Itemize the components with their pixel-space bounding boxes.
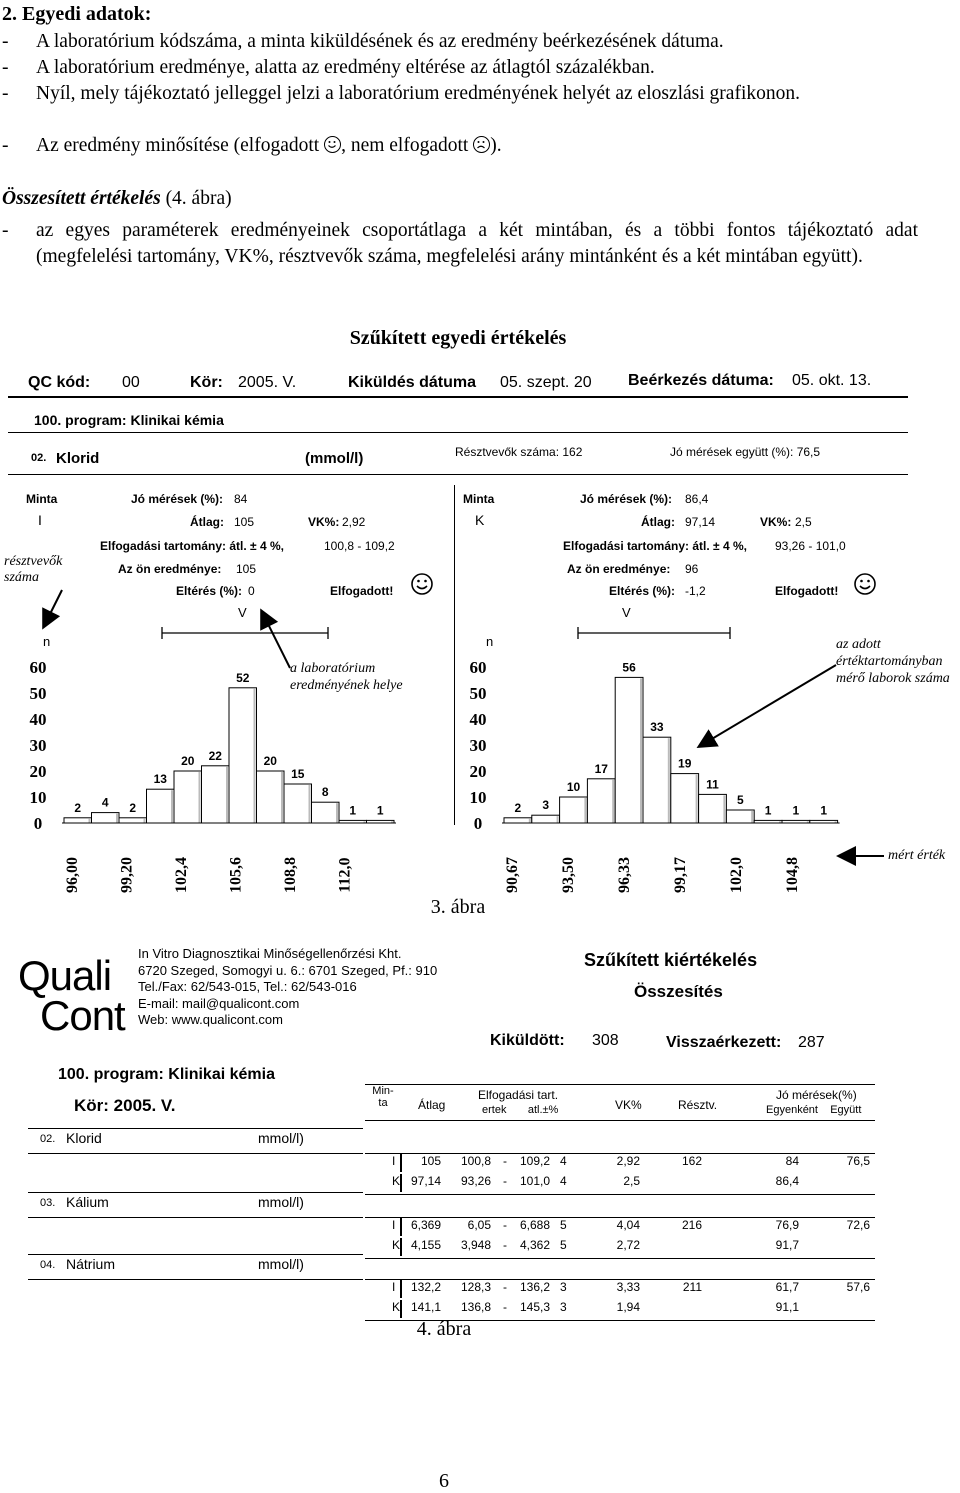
- bar-data-label: 1: [764, 803, 772, 818]
- cell-vk: 2,72: [616, 1238, 640, 1252]
- cell-range-low: 128,3: [460, 1280, 491, 1294]
- bar-shade: [336, 803, 338, 823]
- analyte-code: 04.: [40, 1259, 56, 1271]
- bar-data-label: 19: [678, 756, 692, 771]
- bar-data-label: 15: [291, 767, 305, 781]
- bar-data-label: 33: [650, 720, 664, 735]
- histogram-bar: [64, 818, 92, 823]
- row-minta: K: [392, 1300, 401, 1314]
- v-label: V: [622, 605, 631, 620]
- cell-good-both: 57,6: [846, 1280, 870, 1294]
- figure-caption: 4. ábra: [416, 1318, 472, 1340]
- kikuldott-label: Kiküldött:: [490, 1032, 565, 1049]
- report-title: Szűkített kiértékelés: [584, 950, 758, 970]
- y-tick-label: 0: [473, 814, 483, 833]
- summary-text: - az egyes paraméterek eredményeinek csoportátlaga a két mintában, és a többi fontos tájékoztató adat (megfelelési tartomány, VK%, résztvevők száma, megfelelési arány mintánként és a két mintában együtt).: [2, 220, 918, 267]
- histogram-bar: [532, 815, 560, 823]
- bar-shade: [612, 780, 614, 823]
- analyte-name: Klorid: [66, 1130, 102, 1146]
- x-tick-label: 102,4: [173, 857, 190, 893]
- cell-range-high: 6,688: [519, 1218, 550, 1232]
- histogram-bar: [504, 818, 532, 823]
- org-info: In Vitro Diagnosztikai Minőségellenőrzési Kht. 6720 Szeged, Somogyi u. 6.: 6701 Szeged, Pf.: 910 Tel./Fax: 62/543-015, Tel.: 62/543-016 E-mail: mail@qualicont.com Web: www.qualicont.com: [138, 946, 438, 1027]
- kikuldes-value: 05. szept. 20: [500, 374, 592, 391]
- histogram-sample-i: [30, 658, 397, 893]
- kor-label: Kör:: [190, 374, 223, 391]
- page-number: 6: [439, 1470, 449, 1492]
- y-tick-label: 30: [469, 736, 487, 755]
- cell-atlag: 105: [420, 1154, 441, 1168]
- section-title: 2. Egyedi adatok:: [2, 3, 152, 25]
- histogram-bar: [699, 794, 727, 823]
- n-label: n: [43, 634, 51, 649]
- bar-shade: [751, 811, 753, 823]
- cell-vk: 1,94: [616, 1300, 640, 1314]
- cell-pct: 5: [560, 1238, 567, 1252]
- col-range-sub: ertek atl.±%: [482, 1104, 559, 1116]
- bar-data-label: 20: [181, 754, 195, 768]
- row-minta: I: [392, 1280, 396, 1294]
- histogram-sample-k: [470, 658, 840, 893]
- list-item: - Nyíl, mely tájékoztató jelleggel jelzi a laboratórium eredményének helyét az eloszlási grafikonon.: [2, 83, 800, 104]
- cell-good: 91,1: [775, 1300, 799, 1314]
- annotation-range-count: az adott értéktartományban mérő laborok száma: [836, 637, 950, 686]
- bar-shade: [309, 785, 311, 823]
- program-label: 100. program: Klinikai kémia: [58, 1066, 275, 1083]
- histogram-bar: [119, 818, 147, 823]
- histogram-bar: [174, 771, 202, 823]
- cell-range-high: 4,362: [519, 1238, 550, 1252]
- good-both: Jó mérések együtt (%): 76,5: [670, 445, 821, 459]
- bar-data-label: 1: [349, 803, 357, 818]
- row-minta: I: [392, 1218, 396, 1232]
- x-tick-label: 105,6: [227, 857, 245, 893]
- y-tick-label: 60: [469, 658, 487, 677]
- cell-good: 91,7: [775, 1238, 799, 1252]
- cell-participants: 162: [681, 1154, 702, 1168]
- x-tick-label: 90,67: [504, 857, 521, 893]
- col-good: Jó mérések(%): [776, 1088, 857, 1102]
- cell-range-low: 6,05: [467, 1218, 491, 1232]
- figure-caption: 3. ábra: [430, 896, 486, 918]
- cell-atlag: 4,155: [410, 1238, 441, 1252]
- cell-atlag: 141,1: [410, 1300, 441, 1314]
- visszaerkezett-value: 287: [798, 1034, 825, 1051]
- cell-range-high: 145,3: [519, 1300, 550, 1314]
- bar-data-label: 8: [321, 785, 329, 800]
- y-tick-label: 40: [29, 710, 47, 729]
- bar-data-label: 2: [129, 800, 137, 815]
- cell-range-low: 136,8: [460, 1300, 491, 1314]
- y-tick-label: 20: [29, 762, 47, 781]
- cell-good: 84: [785, 1154, 799, 1168]
- x-tick-label: 99,17: [672, 857, 689, 893]
- col-range: Elfogadási tart.: [478, 1088, 559, 1102]
- list-item: - A laboratórium kódszáma, a minta kiküldésének és az eredmény beérkezésének dátuma.: [2, 31, 724, 52]
- analyte-unit: mmol/l): [258, 1130, 304, 1146]
- cell-atlag: 6,369: [410, 1218, 441, 1232]
- qc-label: QC kód:: [28, 374, 91, 391]
- row-minta: I: [392, 1154, 396, 1168]
- bar-data-label: 13: [153, 772, 167, 787]
- y-tick-label: 10: [469, 788, 487, 807]
- bar-shade: [668, 738, 670, 823]
- histogram-bar: [643, 737, 671, 823]
- cell-vk: 3,33: [616, 1280, 640, 1294]
- cell-pct: 5: [560, 1218, 567, 1232]
- bar-data-label: 20: [263, 754, 277, 768]
- cell-range-high: 101,0: [519, 1174, 550, 1188]
- row-minta: K: [392, 1238, 401, 1252]
- cell-vk: 2,5: [623, 1174, 640, 1188]
- cell-participants: 211: [682, 1280, 702, 1294]
- col-atlag: Átlag: [418, 1098, 446, 1112]
- x-tick-label: 96,00: [64, 857, 81, 893]
- x-tick-label: 96,33: [616, 857, 633, 893]
- bar-shade: [199, 772, 201, 823]
- bar-data-label: 3: [542, 798, 550, 813]
- cell-good: 76,9: [775, 1218, 799, 1232]
- cell-range-low: 93,26: [460, 1174, 491, 1188]
- summary-heading: Összesített értékelés (4. ábra): [2, 188, 232, 209]
- bar-shade: [723, 795, 725, 823]
- analyte-unit: (mmol/l): [305, 450, 364, 467]
- kor-label: Kör: 2005. V.: [74, 1096, 176, 1115]
- analyte-code: 02.: [31, 452, 47, 464]
- analyte-code: 03.: [40, 1197, 56, 1209]
- cell-pct: 3: [560, 1280, 567, 1294]
- bar-data-label: 1: [792, 803, 800, 818]
- x-tick-label: 108,8: [282, 857, 299, 893]
- bar-shade: [144, 819, 146, 823]
- bar-shade: [89, 819, 91, 823]
- annotation-location: a laboratórium eredményének helye: [290, 661, 403, 693]
- y-tick-label: 50: [29, 684, 47, 703]
- bar-data-label: 22: [208, 748, 222, 763]
- cell-pct: 3: [560, 1300, 567, 1314]
- report-subtitle: Összesítés: [634, 982, 723, 1001]
- analyte-unit: mmol/l): [258, 1256, 304, 1272]
- cell-pct: 4: [560, 1174, 567, 1188]
- x-tick-label: 104,8: [784, 857, 801, 893]
- cell-atlag: 97,14: [410, 1174, 441, 1188]
- bar-data-label: 2: [514, 800, 522, 815]
- analyte-code: 02.: [40, 1133, 56, 1145]
- bar-shade: [171, 790, 173, 823]
- y-tick-label: 10: [29, 788, 47, 807]
- bar-data-label: 2: [74, 800, 82, 815]
- cell-range-low: 100,8: [460, 1154, 491, 1168]
- sample-info-i: Minta I Jó mérések (%): 84 Átlag: 105 VK%: 2,92 Elfogadási tartomány: átl. ± 4 %, 100,8 - 109,2 Az ön eredménye: 105 Eltérés (%): 0 Elfogadott!: [0, 488, 460, 618]
- cell-good-both: 72,6: [846, 1218, 870, 1232]
- annotation-participants: résztvevők száma: [4, 554, 63, 585]
- figure-heading: Szűkített egyedi értékelés: [349, 327, 567, 349]
- col-vk: VK%: [615, 1098, 642, 1112]
- cell-range-high: 109,2: [519, 1154, 550, 1168]
- analyte-name: Klorid: [56, 450, 100, 467]
- beerkezes-value: 05. okt. 13.: [792, 372, 872, 389]
- histogram-bar: [202, 766, 230, 823]
- bar-shade: [696, 775, 698, 823]
- histogram-bar: [229, 688, 257, 823]
- cell-participants: 216: [681, 1218, 702, 1232]
- histogram-bar: [312, 802, 340, 823]
- beerkezes-label: Beérkezés dátuma:: [628, 372, 774, 389]
- histogram-bar: [284, 784, 312, 823]
- bar-data-label: 56: [622, 660, 636, 675]
- bar-data-label: 5: [736, 793, 744, 807]
- program-label: 100. program: Klinikai kémia: [34, 412, 224, 428]
- y-tick-label: 30: [29, 736, 47, 755]
- histogram-bar: [147, 789, 175, 823]
- bar-data-label: 1: [376, 803, 384, 818]
- bar-data-label: 52: [236, 670, 250, 685]
- bar-data-label: 4: [101, 795, 109, 810]
- bar-data-label: 1: [820, 803, 828, 818]
- col-minta: Min-ta: [372, 1085, 394, 1109]
- col-good-sub: Egyenként Együtt: [766, 1104, 862, 1116]
- bar-data-label: 10: [566, 780, 581, 794]
- v-label: V: [238, 605, 247, 620]
- bar-data-label: 17: [594, 761, 608, 776]
- kikuldott-value: 308: [592, 1032, 619, 1049]
- visszaerkezett-label: Visszaérkezett:: [666, 1034, 782, 1051]
- annotation-measured-value: mért érték: [888, 848, 946, 863]
- cell-range-high: 136,2: [519, 1280, 550, 1294]
- histogram-bar: [615, 677, 643, 823]
- x-tick-label: 93,50: [560, 857, 577, 893]
- participants-count: Résztvevők száma: 162: [455, 445, 583, 459]
- y-tick-label: 50: [469, 684, 487, 703]
- analyte-name: Nátrium: [66, 1256, 116, 1272]
- histogram-bar: [587, 779, 615, 823]
- y-tick-label: 60: [29, 658, 47, 677]
- histogram-bar: [726, 810, 754, 823]
- analyte-unit: mmol/l): [258, 1194, 304, 1210]
- cell-atlag: 132,2: [410, 1280, 441, 1294]
- kor-value: 2005. V.: [238, 374, 297, 391]
- sample-info-k: Minta K Jó mérések (%): 86,4 Átlag: 97,14 VK%: 2,5 Elfogadási tartomány: átl. ± 4 %, 93,26 - 101,0 Az ön eredménye: 96 Eltérés (%): -1,2 Elfogadott!: [455, 488, 915, 618]
- histogram-bar: [257, 771, 285, 823]
- qualicont-logo: Quali Cont: [18, 952, 125, 1039]
- bar-shade: [529, 819, 531, 823]
- cell-vk: 2,92: [616, 1154, 640, 1168]
- analyte-name: Kálium: [66, 1194, 109, 1210]
- x-tick-label: 102,0: [728, 857, 745, 893]
- x-tick-label: 99,20: [118, 857, 136, 893]
- qc-value: 00: [122, 374, 140, 391]
- cell-vk: 4,04: [616, 1218, 640, 1232]
- list-item: - A laboratórium eredménye, alatta az eredmény eltérése az átlagtól százalékban.: [2, 57, 655, 78]
- bar-shade: [281, 772, 283, 823]
- y-tick-label: 40: [469, 710, 487, 729]
- bar-data-label: 11: [706, 777, 719, 792]
- bar-shade: [557, 816, 559, 823]
- n-label: n: [486, 634, 494, 649]
- cell-good-both: 76,5: [846, 1154, 870, 1168]
- bar-shade: [584, 798, 586, 823]
- cell-pct: 4: [560, 1154, 567, 1168]
- y-tick-label: 0: [33, 814, 43, 833]
- cell-range-low: 3,948: [460, 1238, 491, 1252]
- bar-shade: [116, 814, 118, 823]
- list-item: - Az eredmény minősítése (elfogadott , nem elfogadott ).: [2, 135, 502, 156]
- cell-good: 86,4: [775, 1174, 799, 1188]
- y-tick-label: 20: [469, 762, 487, 781]
- x-tick-label: 112,0: [336, 857, 354, 893]
- histogram-bar: [92, 813, 120, 823]
- bar-shade: [226, 767, 228, 823]
- cell-good: 61,7: [775, 1280, 799, 1294]
- row-minta: K: [392, 1174, 401, 1188]
- histogram-bar: [671, 774, 699, 823]
- kikuldes-label: Kiküldés dátuma: [348, 374, 477, 391]
- bar-shade: [254, 689, 256, 823]
- histogram-bar: [560, 797, 588, 823]
- col-reszt: Résztv.: [678, 1098, 718, 1112]
- bar-shade: [640, 678, 642, 823]
